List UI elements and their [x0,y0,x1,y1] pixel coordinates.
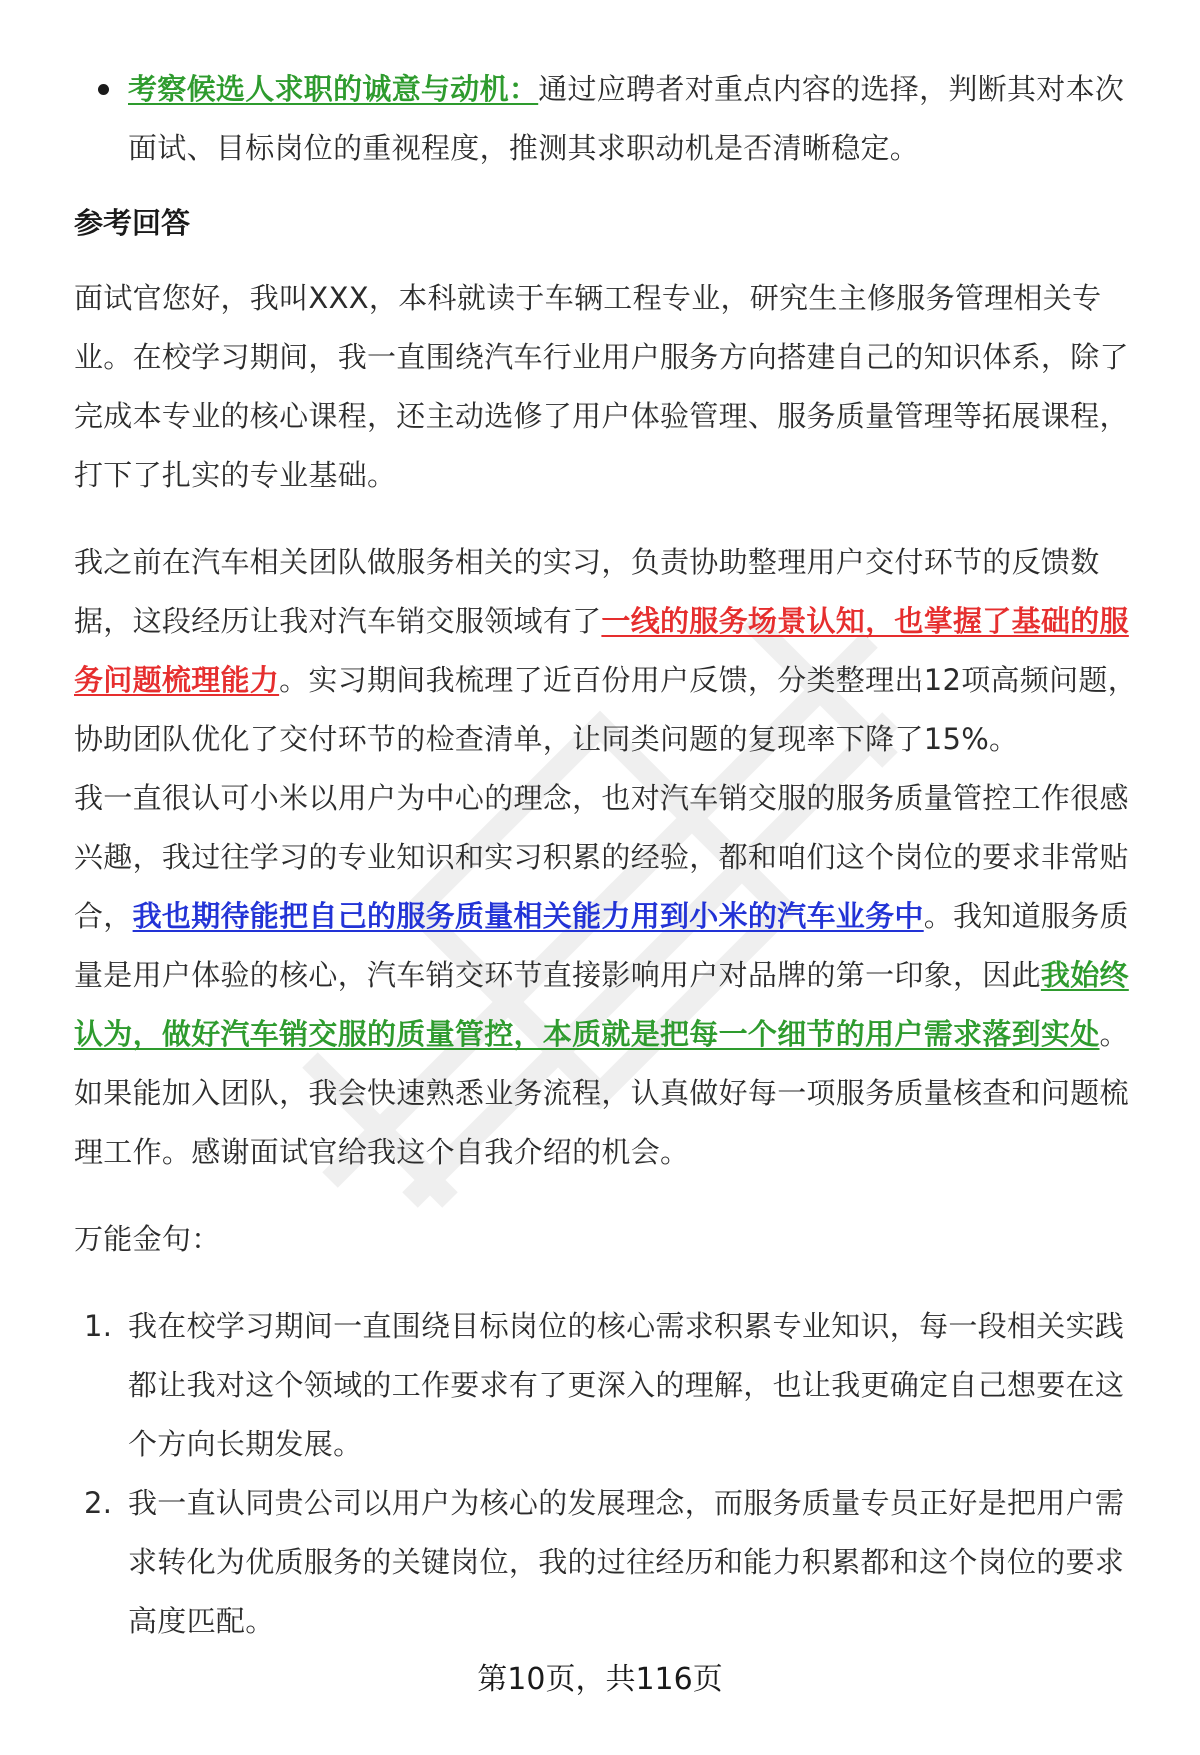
list-number: 2. [84,1486,113,1520]
bullet-title: 考察候选人求职的诚意与动机： [128,72,539,106]
answer-paragraph-3 [74,769,1144,1182]
bullet-dot-icon [98,84,109,95]
para2-text-a: 我之前在汽车相关团队做服务相关的实习，负责协助整理用户交付环节的反馈数据，这段经历让我对汽车销交服领域有了 [74,545,1100,638]
page-number-footer: 第10页，共116页 [477,1662,723,1697]
para3-text-b: 。我知道服务质量是用户体验的核心，汽车销交环节直接影响用户对品牌的第一印象，因此 [74,899,1129,992]
golden-sentence-text: 我在校学习期间一直围绕目标岗位的核心需求积累专业知识，每一段相关实践都让我对这个领域的工作要求有了更深入的理解，也让我更确定自己想要在这个方向长期发展。 [128,1309,1125,1461]
document-body [74,60,1144,1651]
section-heading: 参考回答 [74,206,191,240]
bullet-paragraph [128,60,1144,178]
golden-sentence-item [74,1297,1144,1474]
bullet-item [74,60,1144,178]
list-number: 1. [84,1309,113,1343]
para3-highlight-blue: 我也期待能把自己的服务质量相关能力用到小米的汽车业务中 [132,899,924,933]
para3-highlight-green: 我始终认为，做好汽车销交服的质量管控，本质就是把每一个细节的用户需求落到实处 [74,958,1129,1051]
para2-highlight: 一线的服务场景认知，也掌握了基础的服务问题梳理能力 [74,604,1129,697]
golden-sentences-label: 万能金句： [74,1222,221,1256]
para3-text-a: 我一直很认可小米以用户为中心的理念，也对汽车销交服的服务质量管控工作很感兴趣，我过往学习的专业知识和实习积累的经验，都和咱们这个岗位的要求非常贴合， [74,781,1129,933]
answer-paragraph-1: 面试官您好，我叫XXX，本科就读于车辆工程专业，研究生主修服务管理相关专业。在校学习期间，我一直围绕汽车行业用户服务方向搭建自己的知识体系，除了完成本专业的核心课程，还主动选修了用户体验管理、服务质量管理等拓展课程，打下了扎实的专业基础。 [74,281,1129,492]
golden-sentence-text: 我一直认同贵公司以用户为核心的发展理念，而服务质量专员正好是把用户需求转化为优质服务的关键岗位，我的过往经历和能力积累都和这个岗位的要求高度匹配。 [128,1486,1125,1638]
para2-text-b: 。实习期间我梳理了近百份用户反馈，分类整理出12项高频问题，协助团队优化了交付环节的检查清单，让同类问题的复现率下降了15%。 [74,663,1138,756]
golden-sentence-item [74,1474,1144,1651]
bullet-text: 通过应聘者对重点内容的选择，判断其对本次面试、目标岗位的重视程度，推测其求职动机是否清晰稳定。 [128,72,1125,165]
answer-paragraph-2 [74,533,1144,769]
para3-text-c: 。如果能加入团队，我会快速熟悉业务流程，认真做好每一项服务质量核查和问题梳理工作。感谢面试官给我这个自我介绍的机会。 [74,1017,1129,1169]
